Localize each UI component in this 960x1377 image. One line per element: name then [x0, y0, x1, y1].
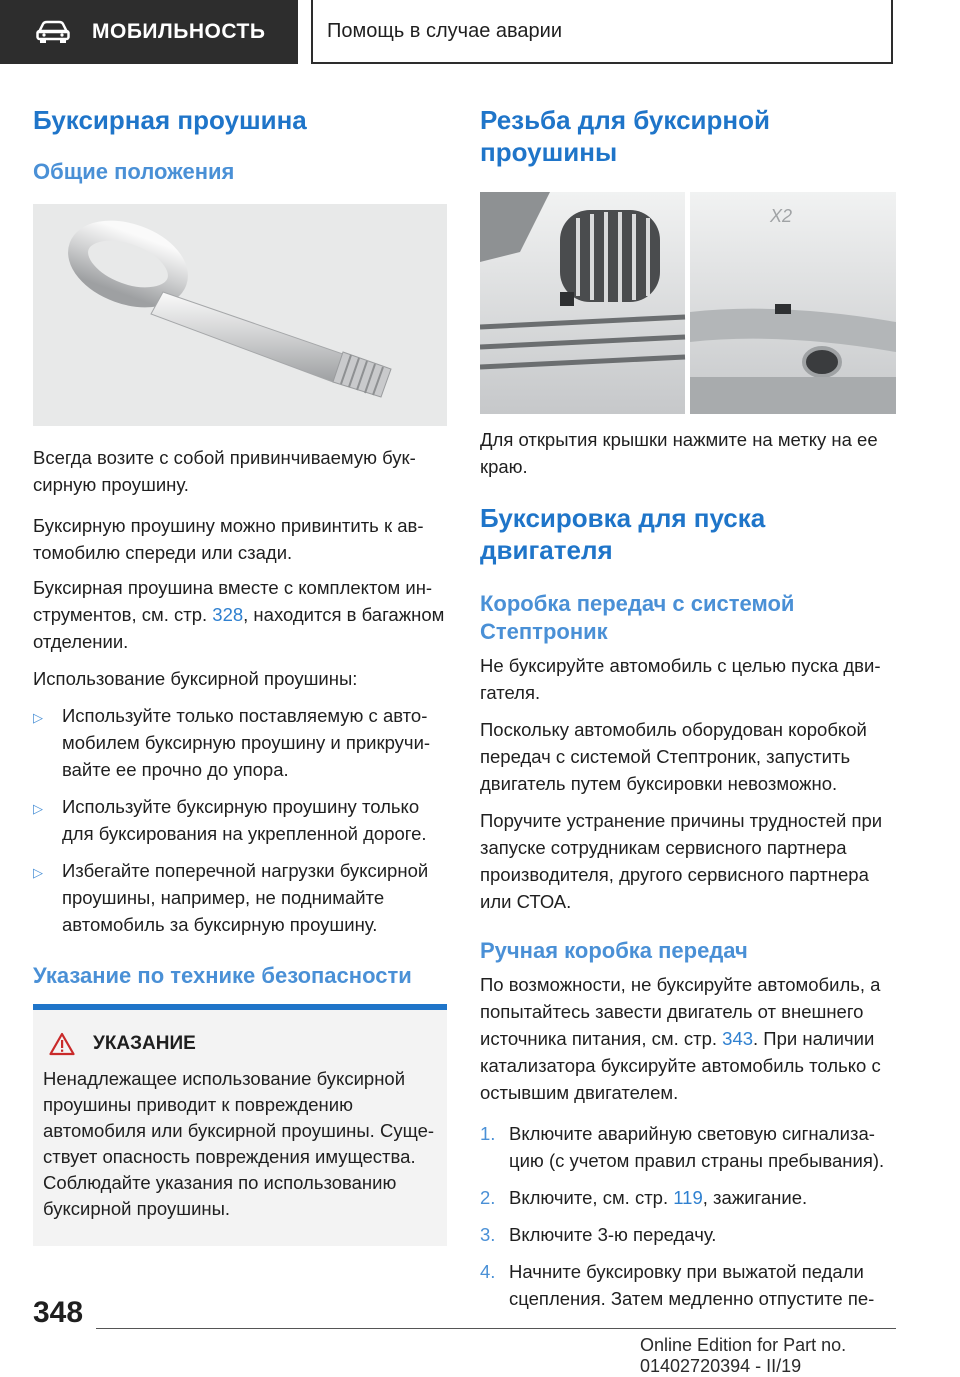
list-item: ▷ Избегайте поперечной нагрузки буксирной проушины, например, не поднимайте автомобиль за буксирную проушину. — [33, 857, 447, 938]
paragraph-carry: Всегда возите с собой привинчиваемую буксирную проушину. — [33, 447, 416, 495]
car-icon — [36, 20, 70, 44]
list-item: ▷ Используйте буксирную проушину только для буксирования на укрепленной дороге. — [33, 793, 447, 847]
paragraph-mount: Буксирную проушину можно привинтить к автомобилю спереди или сзади. — [33, 515, 424, 563]
tow-thread-cover-image — [480, 192, 896, 414]
safety-heading: Указание по технике безопасности — [33, 963, 412, 988]
title-thread: Резьба для буксирной проушины — [480, 105, 770, 167]
page-link-328[interactable]: 328 — [212, 604, 244, 625]
title-tow-start: Буксировка для пуска двигателя — [480, 503, 766, 565]
list-item: 2. Включите, см. стр. 119, зажигание. — [480, 1187, 808, 1208]
subtitle-steptronic: Коробка передач с системой Стептроник — [480, 591, 795, 644]
list-item: ▷ Используйте только поставляемую с автомобилем буксирную проушину и прикручивайте ее прочно до упора. — [33, 702, 447, 783]
warning-box — [33, 1004, 447, 1246]
svg-text:X2: X2 — [770, 206, 793, 226]
chapter-title: Помощь в случае аварии — [327, 19, 562, 42]
right-column — [480, 100, 896, 1312]
warning-icon — [49, 1032, 75, 1056]
paragraph-steptronic: Поскольку автомобиль оборудован коробкой передач с системой Стептроник, запустить двигатель путем буксировки невозможно. — [480, 719, 867, 794]
usage-list — [33, 702, 447, 938]
subtitle-manual: Ручная коробка передач — [480, 938, 748, 963]
left-column — [33, 100, 447, 1246]
page-number: 348 — [33, 1296, 84, 1329]
warning-title: УКАЗАНИЕ — [93, 1033, 196, 1054]
list-item: 4. Начните буксировку при выжатой педали сцепления. Затем медленно отпустите пе- — [480, 1261, 875, 1309]
steps-list — [480, 1120, 896, 1312]
subtitle-general: Общие положения — [33, 159, 235, 184]
footer-divider — [96, 1328, 896, 1329]
paragraph-location: Буксирная проушина вместе с комплектом инструментов, см. стр. 328, находится в багажном отделении. — [33, 577, 445, 652]
list-item: 1. Включите аварийную световую сигнализацию (с учетом правил страны пребывания). — [480, 1123, 885, 1171]
triangle-bullet-icon: ▷ — [33, 865, 43, 880]
paragraph-open-cover: Для открытия крышки нажмите на метку на ее краю. — [480, 429, 878, 477]
paragraph-usage: Использование буксирной проушины: — [33, 668, 358, 689]
page-link-343[interactable]: 343 — [722, 1028, 754, 1049]
paragraph-service: Поручите устранение причины трудностей при запуске сотрудникам сервисного партнера производителя, другого сервисного партнера или СТОА. — [480, 810, 883, 912]
section-tab[interactable] — [0, 0, 298, 64]
warning-text: Ненадлежащее использование буксирной проушины приводит к повреждению автомобиля или буксирной проушины. Существует опасность повреждения имущества. Соблюдайте указания по использованию буксирной проушины. — [43, 1068, 435, 1219]
page-link-119[interactable]: 119 — [673, 1187, 703, 1208]
tow-eye-image — [33, 204, 447, 426]
chapter-tab[interactable] — [311, 0, 893, 64]
title-tow-eye: Буксирная проушина — [33, 105, 307, 135]
triangle-bullet-icon: ▷ — [33, 801, 43, 816]
paragraph-manual: По возможности, не буксируйте автомобиль, а попытайтесь завести двигатель от внешнего источника питания, см. стр. 343. При наличии катализатора буксируйте автомобиль только с остывшим двигателем. — [480, 974, 881, 1103]
triangle-bullet-icon: ▷ — [33, 710, 43, 725]
list-item: 3. Включите 3-ю передачу. — [480, 1224, 717, 1245]
footer-edition: Online Edition for Part no. 01402720394 - II/19 — [640, 1335, 847, 1376]
paragraph-no-tow-start: Не буксируйте автомобиль с целью пуска двигателя. — [480, 655, 881, 703]
section-title: МОБИЛЬНОСТЬ — [92, 20, 266, 43]
